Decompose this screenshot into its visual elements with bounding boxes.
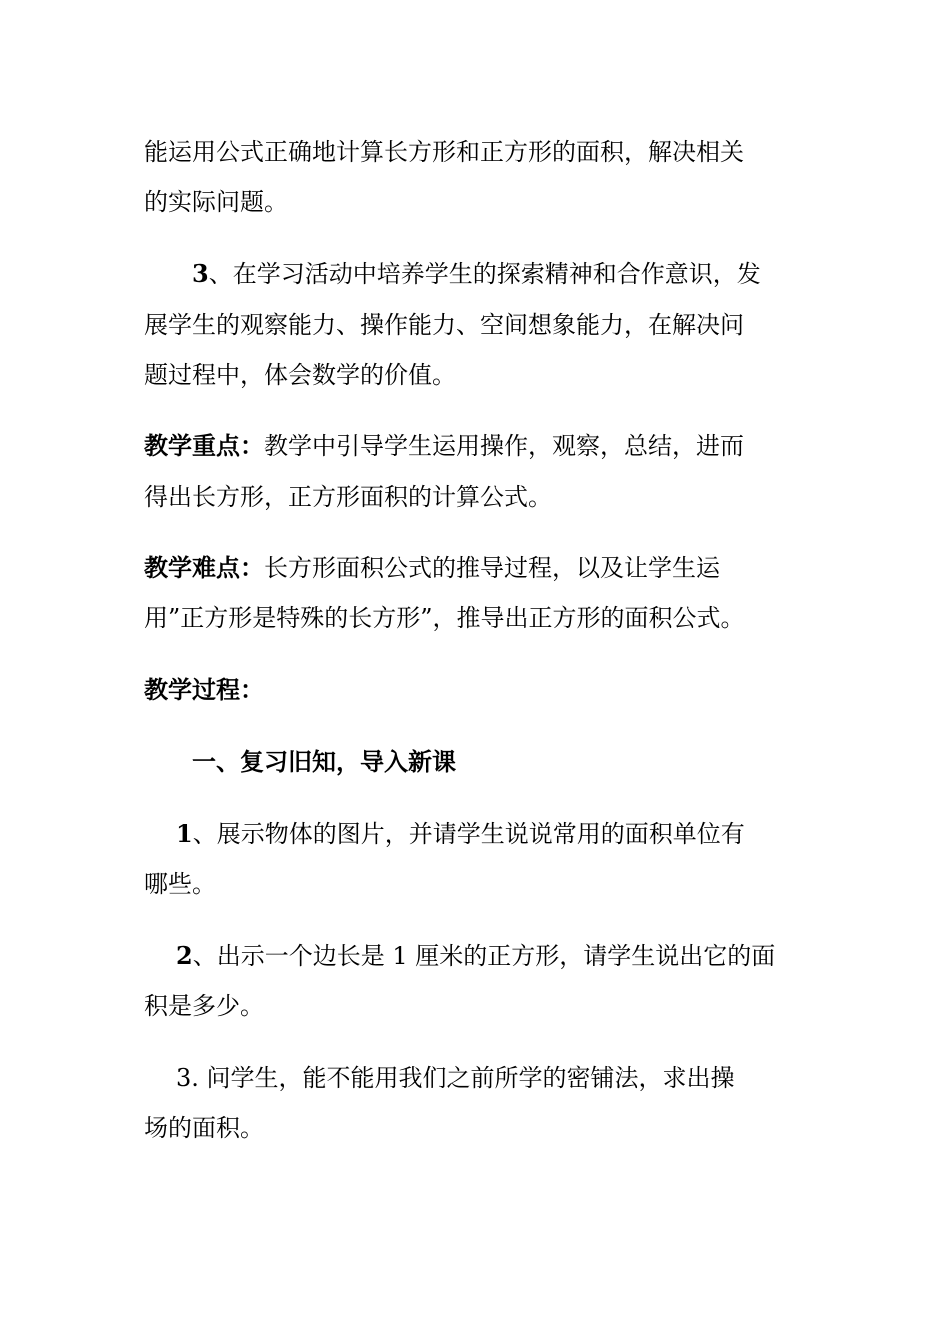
item-2-number: 2 — [176, 941, 193, 970]
key-point-text: 教学中引导学生运用操作，观察，总结，进而 — [264, 432, 744, 460]
paragraph-2-line-1 — [192, 258, 761, 290]
difficulty-line-2: 用”正方形是特殊的长方形”，推导出正方形的面积公式。 — [144, 604, 745, 632]
item-2-text: 、出示一个边长是 1 厘米的正方形，请学生说出它的面 — [192, 942, 776, 970]
difficulty-label: 教学难点： — [144, 553, 264, 582]
paragraph-2-number: 3 — [192, 259, 209, 288]
item-1-line-2: 哪些。 — [144, 870, 216, 898]
item-3-line-2: 场的面积。 — [144, 1114, 264, 1142]
difficulty-text: 长方形面积公式的推导过程，以及让学生运 — [264, 554, 720, 582]
process-heading: 教学过程： — [144, 675, 264, 704]
item-1-line-1 — [176, 818, 745, 850]
item-2-line-2: 积是多少。 — [144, 992, 264, 1020]
section-1-title: 一、复习旧知，导入新课 — [192, 747, 456, 776]
item-3-line-1: 3. 问学生，能不能用我们之前所学的密铺法，求出操 — [176, 1064, 735, 1092]
key-point-label: 教学重点： — [144, 431, 264, 460]
paragraph-2-line-3: 题过程中，体会数学的价值。 — [144, 361, 456, 389]
item-1-text: 、展示物体的图片，并请学生说说常用的面积单位有 — [192, 820, 745, 848]
key-point-line-2: 得出长方形，正方形面积的计算公式。 — [144, 483, 552, 511]
item-1-number: 1 — [176, 819, 193, 848]
paragraph-2-line-2: 展学生的观察能力、操作能力、空间想象能力，在解决问 — [144, 311, 744, 339]
key-point-line-1 — [144, 430, 744, 462]
paragraph-1-line-1: 能运用公式正确地计算长方形和正方形的面积，解决相关 — [144, 138, 744, 166]
difficulty-line-1 — [144, 552, 720, 584]
paragraph-1-line-2: 的实际问题。 — [144, 188, 288, 216]
item-2-line-1 — [176, 940, 775, 972]
paragraph-2-line-1-text: 、在学习活动中培养学生的探索精神和合作意识，发 — [208, 260, 761, 288]
